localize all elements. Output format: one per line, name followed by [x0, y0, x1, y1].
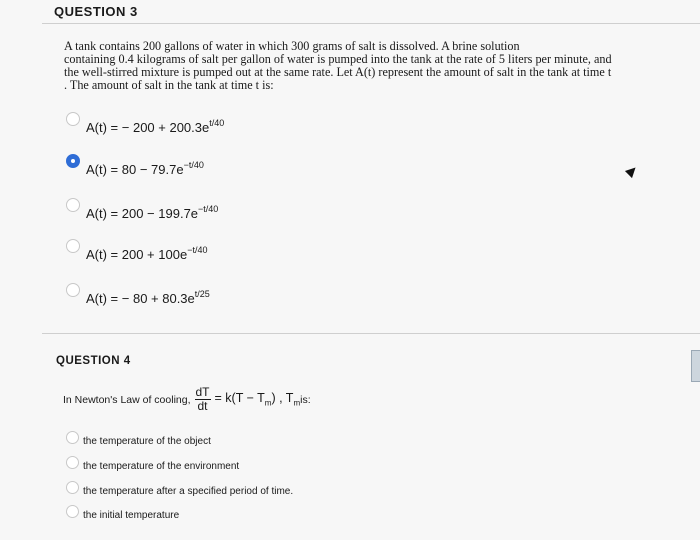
radio-button[interactable]	[66, 505, 79, 518]
option-formula: $A(t) = 80 - 79.7e^{-t/40}$	[86, 160, 204, 177]
question-4-title: QUESTION 4	[56, 355, 131, 367]
answer-option-3[interactable]	[66, 204, 218, 221]
question-3-stem	[64, 40, 684, 92]
radio-button-selected[interactable]	[66, 154, 80, 168]
option-label: the initial temperature	[83, 510, 180, 521]
stem-line: containing 0.4 kilograms of salt per gallon of water is pumped into the tank at the rate of 5 liters per minute, and	[64, 52, 612, 66]
question-3-title: QUESTION 3	[54, 4, 138, 19]
option-formula: $A(t) = 200 + 100e^{-t/40}$	[86, 245, 208, 262]
divider	[42, 23, 700, 24]
option-formula: A(t) = − $80 + 80.3e^{t/25}$	[86, 289, 210, 306]
option-formula: $A(t) = 200 - 199.7e^{-t/40}$	[86, 204, 219, 221]
stem-line: . The amount of salt in the tank at time t is:	[64, 78, 274, 92]
stem-line: A tank contains 200 gallons of water in which 300 grams of salt is dissolved. A brine solution	[64, 39, 520, 53]
stem-line: the well-stirred mixture is pumped out at the same rate. Let A(t) represent the amount of salt in the tank at time t	[64, 65, 612, 79]
answer-option-2[interactable]	[66, 160, 204, 177]
cooling-equation: = $k(T - T_m)$ , $T_m$	[214, 391, 301, 408]
mouse-cursor-icon	[625, 164, 639, 178]
radio-button[interactable]	[66, 283, 80, 297]
radio-button[interactable]	[66, 239, 80, 253]
derivative-fraction: $\frac{dT}{dt}$	[195, 385, 210, 413]
q4-option-2[interactable]	[66, 461, 239, 472]
radio-button[interactable]	[66, 431, 79, 444]
question-4-stem	[63, 386, 311, 413]
option-label: the temperature after a specified period of time.	[83, 486, 294, 497]
stem-suffix: is:	[300, 393, 311, 406]
stem-prefix: In Newton's Law of cooling,	[63, 393, 191, 406]
q4-option-1[interactable]	[66, 436, 211, 447]
option-formula: A(t) = − $200 + 200.3e^{t/40}$	[86, 118, 225, 135]
option-label: the temperature of the object	[83, 436, 211, 447]
divider	[42, 333, 700, 334]
answer-option-4[interactable]	[66, 245, 207, 262]
q4-option-3[interactable]	[66, 486, 293, 497]
q4-option-4[interactable]	[66, 510, 179, 521]
radio-button[interactable]	[66, 456, 79, 469]
radio-button[interactable]	[66, 112, 80, 126]
answer-option-5[interactable]	[66, 289, 210, 306]
radio-button[interactable]	[66, 481, 79, 494]
radio-button[interactable]	[66, 198, 80, 212]
answer-option-1[interactable]	[66, 118, 224, 135]
scrollbar-handle[interactable]	[691, 350, 700, 382]
option-label: the temperature of the environment	[83, 461, 240, 472]
